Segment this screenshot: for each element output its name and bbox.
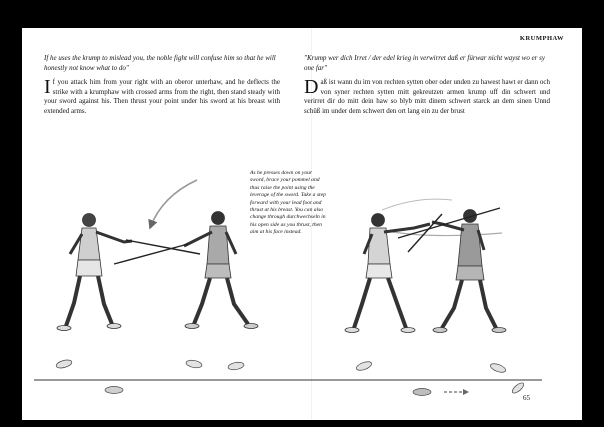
right-dropcap: D bbox=[304, 76, 319, 98]
left-body-text: f you attack him from your right with an oberor unterhaw, and he deflects the strike with a krumphaw with crossed arms from the right, then stand steady with your sword against his. Then thrust your point under his sword at his breast with extended arms. bbox=[44, 78, 280, 115]
right-body-text: aß ist wann du im von rechten sytten ober oder unden zu hawest hawt er dann och von syner rechten sytten mitt gekreutzen armen krump uff din schwert und verirret dir do mitt dein haw so blyb mitt dinem schwert starck an dem sinen Unnd schüß im under dem schwert den ort lang ein zu der brust bbox=[304, 78, 550, 115]
book-page bbox=[22, 28, 582, 420]
sword-fight-illustrations bbox=[22, 28, 582, 420]
illustration-caption: As he presses down on your sword, brace your pommel and thus raise the point using the leverage of the sword. Take a step forward with your lead foot and thrust at his breast. You can also change through durchwechseln in his open side as you thrust, then aim at his face instead. bbox=[250, 170, 326, 236]
left-quote: If he uses the krump to mislead you, the noble fight will confuse him so that he will honestly not know what to do" bbox=[44, 54, 276, 72]
fighter-left-a bbox=[57, 214, 132, 331]
page-number: 65 bbox=[523, 394, 530, 402]
right-quote: "Krump wer dich Irret / der edel krieg in verwirret daß er fürwar nicht wayst wo er sy one far" bbox=[304, 54, 545, 72]
left-strike-arc bbox=[150, 180, 197, 228]
fighter-right-b bbox=[432, 210, 506, 333]
right-sword-a bbox=[398, 208, 500, 238]
footprints bbox=[55, 359, 525, 396]
right-upper-arc bbox=[382, 199, 452, 210]
left-dropcap: I bbox=[44, 76, 51, 98]
fighter-right-a bbox=[345, 214, 430, 333]
running-head: KRUMPHAW bbox=[519, 35, 564, 42]
left-sword-b bbox=[114, 244, 188, 264]
fighter-left-b bbox=[184, 212, 258, 329]
